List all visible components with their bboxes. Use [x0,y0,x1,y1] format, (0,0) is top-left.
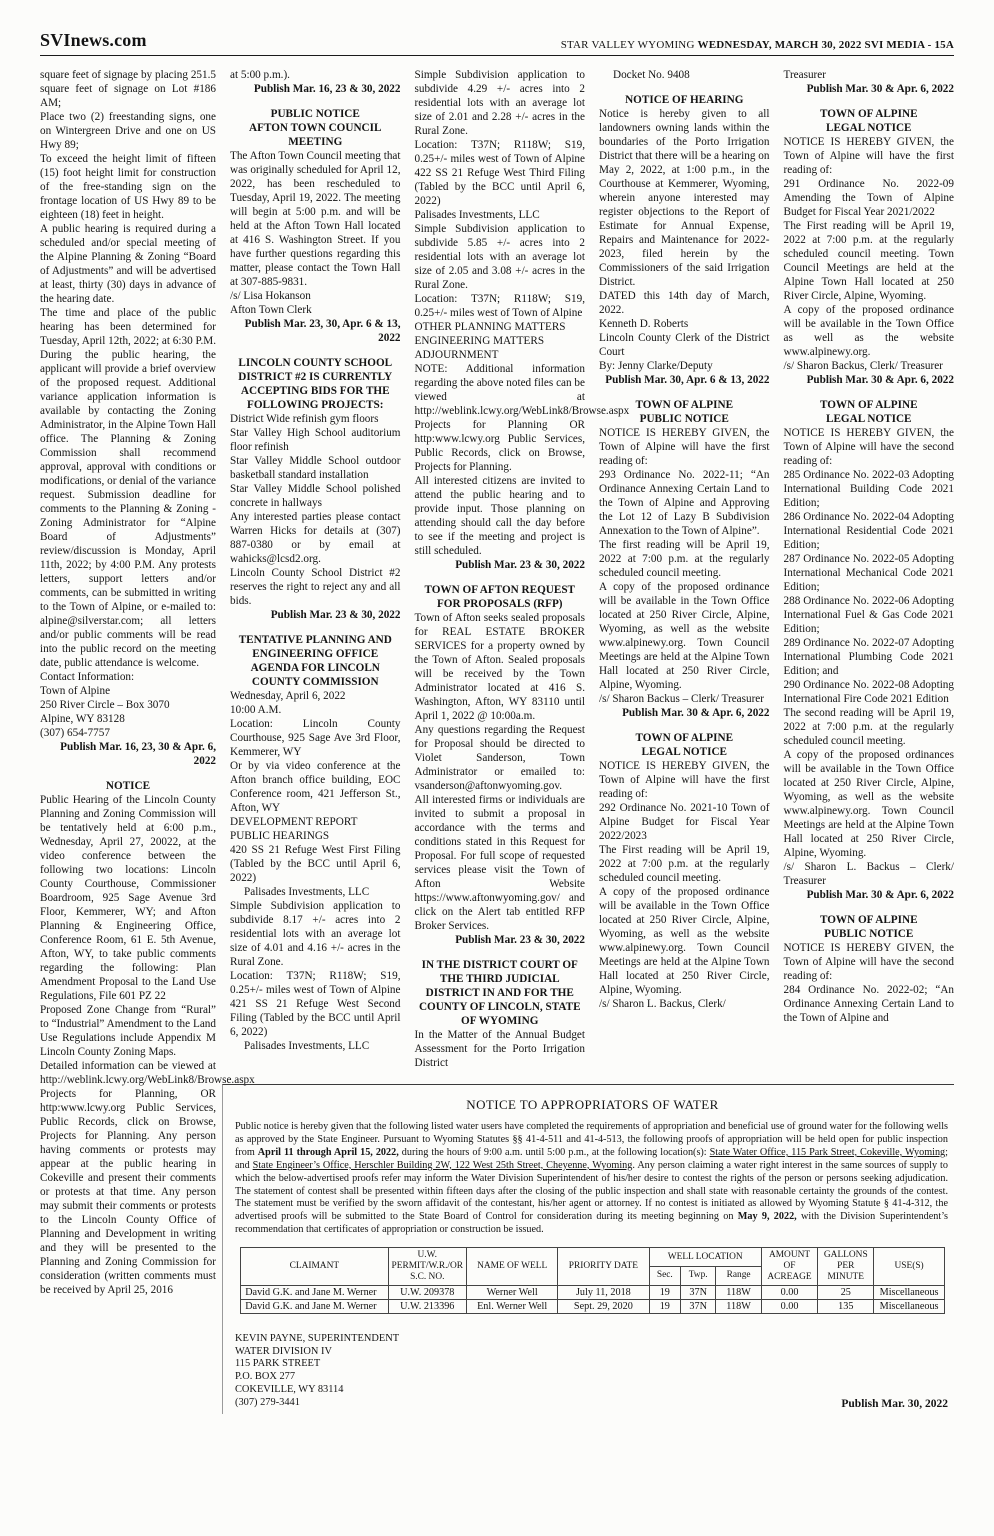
notice-line: 250 River Circle – Box 3070 [40,699,170,711]
notice-heading: TOWN OF ALPINE [819,108,918,120]
masthead [40,30,954,56]
water-appropriators-notice [222,1084,954,1414]
paragraph-segment: with the Division Superintendent’s recommendation that certificates of appropriation or construction be issued. [235,1211,949,1236]
notice-heading: IN THE DISTRICT COURT OF THE THIRD JUDICIAL DISTRICT IN AND FOR THE COUNTY OF LINCOLN, STATE OF WYOMING [418,959,581,1027]
publish-line: Publish Mar. 30 & Apr. 6, 2022 [806,83,954,95]
notice-paragraph: 284 Ordinance No. 2022-02; “An Ordinance Annexing Certain Land to the Town of Alpine and [783,984,954,1024]
notice-paragraph: 285 Ordinance No. 2022-03 Adopting International Building Code 2021 Edition; [783,469,954,509]
col-range: Range [716,1266,762,1285]
notice-line: Afton Town Clerk [230,304,312,316]
notice-paragraph: 292 Ordinance No. 2021-10 Town of Alpine Budget for Fiscal Year 2022/2023 [599,802,770,842]
right-region [230,68,954,1414]
col-amount-acreage: AMOUNT OF ACREAGE [761,1248,817,1285]
notice-line: Contact Information: [40,671,135,683]
col-gallons-per-minute: GALLONS PER MINUTE [818,1248,874,1285]
notice-line: OTHER PLANNING MATTERS [414,321,566,333]
col-well-location: WELL LOCATION [649,1248,761,1267]
notice-paragraph: /s/ Sharon L. Backus, Clerk/ [599,998,726,1010]
notice-paragraph: A copy of the proposed ordinance will be available in the Town Office located at 250 River Circle, Alpine, Wyoming, as well as the website www.alpinewy.org. Town Council Meetings are held at the Alpine Town Hall located at 250 River Circle, Alpine, Wyoming. [599,581,770,691]
notice-paragraph: Location: T37N; R118W; S19, 0.25+/- miles west of Town of Alpine [414,293,585,319]
notice-paragraph: Location: T37N; R118W; S19, 0.25+/- miles west of Town of Alpine 422 SS 21 Refuge West Third Filing (Tabled by the BCC until April 6, 2022) [414,139,585,207]
water-wells-table [240,1247,945,1313]
col-uses: USE(S) [874,1248,944,1285]
notice-heading: NOTICE [105,780,151,792]
notice-heading: LINCOLN COUNTY SCHOOL DISTRICT #2 IS CURRENTLY ACCEPTING BIDS FOR THE FOLLOWING PROJECTS: [238,357,393,411]
notice-line: DEVELOPMENT REPORT [230,816,358,828]
col-permit-number: U.W. PERMIT/W.R./OR S.C. NO. [388,1248,467,1285]
water-notice-paragraph [235,1121,948,1237]
notice-paragraph: Detailed information can be viewed at http://weblink.lcwy.org/WebLink8/Browse.aspx Projects for Planning, OR http:www.lcwy.org Public Services, Public Records, click on Browse, Projects for Planning. Any person having comments or protests may appear at the public hearing in Cokeville and present their comments or protests at that time. Any person may submit their comments or protests to the Lincoln County Office of Planning and Development in writing and they will be presented to the Planning and Zoning Commission for consideration (written comments must be received by April 25, 2016 [40,1060,255,1296]
legal-notices-content [40,68,954,1414]
contact-line: WATER DIVISION IV [235,1345,332,1357]
notice-paragraph: NOTICE IS HEREBY GIVEN, the Town of Alpine will have the second reading of: [783,427,954,467]
notice-heading: PUBLIC NOTICE [824,928,914,940]
notice-paragraph: Place two (2) freestanding signs, one on Wintergreen Drive and one on US Hwy 89; [40,111,216,151]
notice-paragraph: Location: T37N; R118W; S19, 0.25+/- miles west of Town of Alpine 421 SS 21 Refuge West Second Filing (Tabled by the BCC until April 6, 2022) [230,970,401,1038]
notice-paragraph: 420 SS 21 Refuge West First Filing (Tabled by the BCC until April 6, 2022) [230,844,401,884]
publish-line: Publish Mar. 23 & 30, 2022 [270,609,401,621]
well-table-cell: Werner Well [467,1285,558,1299]
well-table-row [241,1285,945,1299]
notice-line: Kenneth D. Roberts [599,318,689,330]
notice-heading: LEGAL NOTICE [641,746,727,758]
well-table-cell: Miscellaneous [874,1285,944,1299]
masthead-info [561,39,954,51]
notice-line: PUBLIC HEARINGS [230,830,330,842]
notice-paragraph: 290 Ordinance No. 2022-08 Adopting International Fire Code 2021 Edition [783,679,954,705]
col-well-name: NAME OF WELL [467,1248,558,1285]
paragraph-segment: State Engineer’s Office, Herschler Building 2W, 122 West 25th Street, Cheyenne, Wyoming [252,1159,633,1171]
notice-line: Palisades Investments, LLC [414,209,540,221]
publish-line: Publish Mar. 30 & Apr. 6, 2022 [622,707,770,719]
notice-paragraph: Public Hearing of the Lincoln County Planning and Zoning Commission will be tentatively held at 6:00 p.m., Wednesday, April 27, 20022, at the video conference between the following two locations: Lincoln County Courthouse, Commissioner Boardroom, 925 Sage Avenue 3rd Floor, Kemmerer, WY; and Afton Planning & Engineering Office, Conference Room, 61 E. 5th Avenue, Afton, WY, to take public comments regarding the following: Plan Amendment Proposal to the Land Use Regulations, File 601 PZ 22 [40,794,216,1002]
notice-heading: TENTATIVE PLANNING AND ENGINEERING OFFICE AGENDA FOR LINCOLN COUNTY COMMISSION [238,634,392,688]
contact-line: P.O. BOX 277 [235,1371,296,1383]
col-claimant: CLAIMANT [241,1248,388,1285]
notice-paragraph: Star Valley Middle School outdoor basketball standard installation [230,455,401,481]
notice-paragraph: The second reading will be April 19, 2022 at 7:00 p.m. at the regularly scheduled council meeting. [783,707,954,747]
notice-paragraph: A copy of the proposed ordinance will be available in the Town Office located at 250 River Circle, Alpine, Wyoming, as well as the website www.alpinewy.org. Town Council Meetings are held at the Alpine Town Hall located at 250 River Circle, Alpine, Wyoming. [599,886,770,996]
notice-paragraph: Star Valley High School auditorium floor refinish [230,427,401,453]
paragraph-segment: State Water Office, 115 Park Street, Cokeville, Wyoming [709,1146,946,1158]
well-table-cell: Miscellaneous [874,1299,944,1313]
notice-paragraph: Simple Subdivision application to subdivide 8.17 +/- acres into 2 residential lots with an average lot size of 4.01 and 4.16 +/- acres in the Rural Zone. [230,900,401,968]
notice-line: Docket No. 9408 [613,69,690,81]
publish-line: Publish Mar. 23 & 30, 2022 [455,559,585,571]
notice-paragraph: The First reading will be April 19, 2022 at 7:00 p.m. at the regularly scheduled council meeting. Town Council Meetings are held at the Alpine Town Hall located at 250 River Circle, Alpine, Wyoming. [783,220,954,302]
notice-paragraph: All interested citizens are invited to attend the public hearing and to provide input. Those planning on attending should call the day before to see if the meeting and project is still scheduled. [414,475,585,557]
notice-heading: NOTICE OF HEARING [625,94,744,106]
publish-line: Publish Mar. 30 & Apr. 6, 2022 [806,374,954,386]
notice-paragraph: In the Matter of the Annual Budget Assessment for the Porto Irrigation District [414,1029,585,1069]
notice-line: By: Jenny Clarke/Deputy [599,360,713,372]
publish-line: Publish Mar. 30, Apr. 6 & 13, 2022 [605,374,770,386]
well-table-cell: David G.K. and Jane M. Werner [241,1299,388,1313]
notice-paragraph: 288 Ordinance No. 2022-06 Adopting International Fuel & Gas Code 2021 Edition; [783,595,954,635]
notice-paragraph: /s/ Sharon Backus – Clerk/ Treasurer [599,693,764,705]
col-priority-date: PRIORITY DATE [558,1248,649,1285]
publish-line: Publish Mar. 30 & Apr. 6, 2022 [806,889,954,901]
publish-line: Publish Mar. 16, 23, 30 & Apr. 6, 2022 [60,741,216,767]
well-table-row [241,1299,945,1313]
notice-paragraph: A copy of the proposed ordinance will be available in the Town Office as well as the website www.alpinewy.org. [783,304,954,358]
notice-column-5 [784,68,955,1070]
notice-paragraph: Town of Afton seeks sealed proposals for REAL ESTATE BROKER SERVICES for a property owned by the Town of Afton. Sealed proposals will be received by the Town Administrator located at 416 S. Washington, Afton, WY 83110 until April 1, 2022 @ 10:00a.m. [414,612,585,722]
publish-line: Publish Mar. 30, 2022 [841,1397,948,1410]
notice-paragraph: NOTICE IS HEREBY GIVEN, the Town of Alpine will have the first reading of: [783,136,954,176]
notice-line: /s/ Lisa Hokanson [230,290,311,302]
well-table-cell: 0.00 [761,1299,817,1313]
notice-line: Treasurer [783,69,826,81]
well-table-cell: Sept. 29, 2020 [558,1299,649,1313]
col-township: Twp. [681,1266,716,1285]
notice-paragraph: Any interested parties please contact Warren Hicks for details at (307) 887-0380 or by email at wahicks@lcsd2.org. [230,511,401,565]
water-notice-title: NOTICE TO APPROPRIATORS OF WATER [466,1097,719,1112]
notice-heading: LEGAL NOTICE [826,122,912,134]
notice-line: Palisades Investments, LLC [244,886,370,898]
water-wells-table-header [241,1248,945,1285]
contact-line: 115 PARK STREET [235,1358,321,1370]
notice-column-2 [230,68,401,1070]
well-table-cell: 37N [681,1285,716,1299]
well-table-cell: David G.K. and Jane M. Werner [241,1285,388,1299]
notice-paragraph: The first reading will be April 19, 2022 at 7:00 p.m. at the regularly scheduled council meeting. [599,539,770,579]
notice-heading: PUBLIC NOTICE [270,108,360,120]
col-section: Sec. [649,1266,681,1285]
well-table-cell: U.W. 209378 [388,1285,467,1299]
notice-heading: TOWN OF ALPINE [635,732,734,744]
notice-paragraph: 287 Ordinance No. 2022-05 Adopting International Mechanical Code 2021 Edition; [783,553,954,593]
well-table-cell: Enl. Werner Well [467,1299,558,1313]
notice-heading: AFTON TOWN COUNCIL MEETING [249,122,382,148]
notice-heading: TOWN OF AFTON REQUEST FOR PROPOSALS (RFP) [424,584,576,610]
well-table-cell: 19 [649,1299,681,1313]
well-table-cell: 118W [716,1299,762,1313]
notice-paragraph: /s/ Sharon Backus, Clerk/ Treasurer [783,360,943,372]
well-table-cell: 19 [649,1285,681,1299]
publish-line: Publish Mar. 16, 23 & 30, 2022 [253,83,401,95]
well-table-cell: 0.00 [761,1285,817,1299]
masthead-page-number: SVI MEDIA - 15A [864,39,954,51]
notice-paragraph: NOTICE IS HEREBY GIVEN, the Town of Alpine will have the first reading of: [599,427,770,467]
notice-heading: PUBLIC NOTICE [639,413,729,425]
publish-line: Publish Mar. 23, 30, Apr. 6 & 13, 2022 [244,318,401,344]
notice-paragraph: All interested firms or individuals are invited to submit a proposal in accordance with the terms and conditions stated in this Request for Proposal. For full scope of requested services please visit the Town of Afton Website https://www.aftonwyoming.gov/ and click on the Alert tab entitled RFP Broker Services. [414,794,585,932]
contact-line: (307) 279-3441 [235,1396,300,1408]
site-brand: SVInews.com [40,30,147,50]
masthead-region: STAR VALLEY WYOMING [560,39,695,51]
notice-paragraph: 289 Ordinance No. 2022-07 Adopting International Plumbing Code 2021 Edition; and [783,637,954,677]
notice-paragraph: NOTICE IS HEREBY GIVEN, the Town of Alpine will have the first reading of: [599,760,770,800]
notice-heading: TOWN OF ALPINE [819,399,918,411]
notice-paragraph: A copy of the proposed ordinances will be available in the Town Office located at 250 River Circle, Alpine, Wyoming, as well as the website www.alpinewy.org. Town Council Meetings are held at the Alpine Town Hall located at 250 River Circle, Alpine, Wyoming. [783,749,954,859]
notice-paragraph: NOTICE IS HEREBY GIVEN, the Town of Alpine will have the second reading of: [783,942,954,982]
notice-heading: TOWN OF ALPINE [819,914,918,926]
notice-line: (307) 654-7757 [40,727,110,739]
notice-paragraph: at 5:00 p.m.). [230,69,290,81]
notice-line: Town of Alpine [40,685,111,697]
notice-paragraph: Notice is hereby given to all landowners owning lands within the boundaries of the Porto Irrigation District that there will be a hearing on May 2, 2022, at 1:00 p.m., in the Courthouse at Kemmerer, Wyoming, wherein anyone interested may register objections to the Report of Estimate for Annual Expense, Repairs and Maintenance for 2022-2023, filed herein by the Commissioners of the said Irrigation District. [599,108,770,288]
notice-column-4 [599,68,770,1070]
notice-paragraph: 293 Ordinance No. 2022-11; “An Ordinance Annexing Certain Land to the Town of Alpine and Approving the Lot 12 of Lazy B Subdivision Annexation to the Town of Alpine”. [599,469,770,537]
notice-paragraph: square feet of signage by placing 251.5 square feet of signage on Lot #186 AM; [40,69,216,109]
notice-paragraph: District Wide refinish gym floors [230,413,379,425]
notice-paragraph: Simple Subdivision application to subdivide 5.85 +/- acres into 2 residential lots with an average lot size of 2.05 and 3.08 +/- acres in the Rural Zone. [414,223,585,291]
well-table-cell: 135 [818,1299,874,1313]
notice-paragraph: Simple Subdivision application to subdivide 4.29 +/- acres into 2 residential lots with an average lot size of 2.01 and 2.28 +/- acres in the Rural Zone. [414,69,585,137]
well-table-cell: 37N [681,1299,716,1313]
superintendent-contact [235,1333,399,1410]
paragraph-segment: Public notice is hereby given that the following listed water users have completed the requirements of appropriation and beneficial use of ground water for the following wells as approved by the State Engineer. Pursuant to Wyoming Statutes §§ 41-4-511 and 41-4-513, the following proofs of appropriation will be held open for public inspection from [235,1121,948,1158]
notice-paragraph: NOTE: Additional information regarding the above noted files can be viewed at http://weblink.lcwy.org/WebLink8/Browse.aspx Projects for Planning OR http:www.lcwy.org Public Services, Public Records, click on Browse, Projects for Planning. [414,363,630,473]
notice-paragraph: 291 Ordinance No. 2022-09 Amending the Town of Alpine Budget for Fiscal Year 2021/2022 [783,178,954,218]
notice-paragraph: The First reading will be April 19, 2022 at 7:00 p.m. at the regularly scheduled council meeting. [599,844,770,884]
notice-paragraph: Lincoln County School District #2 reserves the right to reject any and all bids. [230,567,401,607]
notice-paragraph: 286 Ordinance No. 2022-04 Adopting International Residential Code 2021 Edition; [783,511,954,551]
notice-line: ADJOURNMENT [414,349,499,361]
notice-columns [230,68,954,1070]
notice-paragraph: The time and place of the public hearing has been determined for Tuesday, April 12th, 2022; at 6:30 P.M. During the public hearing, the applicant will provide a brief overview of the proposed request. Additional variance application information is available by contacting the Zoning Administrator, in the Alpine Town Hall office. The Planning & Zoning Commission shall recommend approval, approval with conditions or modifications, or denial of the variance request. Submission deadline for comments to the Planning & Zoning - Zoning Administrator for “Alpine Board of Adjustments” review/discussion is Monday, April 11th, 2022; by 4:00 P.M. Any protests letters, support letters and/or comments, can be submitted in writing to the Town of Alpine, or e-mailed to: alpine@silverstar.com; all letters and/or public comments will be read into the public record on the meeting date, public attendance is welcome. [40,307,217,669]
contact-line: KEVIN PAYNE, SUPERINTENDENT [235,1332,400,1344]
notice-column-3 [414,68,630,1070]
notice-paragraph: A public hearing is required during a scheduled and/or special meeting of the Alpine Planning & Zoning “Board of Adjustments” and will be advertised at least, thirty (30) days in advance of the hearing date. [40,223,216,305]
notice-paragraph: Or by via video conference at the Afton branch office building, EOC Conference room, 421 Jefferson St., Afton, WY [230,760,401,814]
notice-column-1 [40,68,255,1414]
notice-paragraph: The Afton Town Council meeting that was originally scheduled for April 12, 2022, has been rescheduled to Tuesday, April 19, 2022. The meeting will begin at 5:00 p.m. and will be held at the Afton Town Hall located at 416 S. Washington Street. If you have further questions regarding this matter, please contact the Town Hall at 307-885-9831. [230,150,401,288]
paragraph-segment: during the hours of 9:00 a.m. until 5:00 p.m., at the following location(s): [398,1146,710,1158]
well-table-cell: 25 [818,1285,874,1299]
well-table-cell: July 11, 2018 [558,1285,649,1299]
paragraph-segment: ; and [235,1146,948,1171]
notice-line: Palisades Investments, LLC [244,1040,370,1052]
notice-paragraph: Proposed Zone Change from “Rural” to “Industrial” Amendment to the Land Use Regulations include Appendix M Lincoln County Zoning Maps. [40,1004,216,1058]
paragraph-segment: April 11 through April 15, 2022, [257,1146,399,1158]
notice-line: Alpine, WY 83128 [40,713,125,725]
notice-paragraph: To exceed the height limit of fifteen (15) foot height limit for construction of the free-standing sign on the frontage location of US Hwy 89 to be eighteen (18) feet in height. [40,153,216,221]
well-table-cell: 118W [716,1285,762,1299]
notice-line: ENGINEERING MATTERS [414,335,545,347]
paragraph-segment: May 9, 2022, [737,1211,797,1223]
paragraph-segment: . Any person claiming a water right interest in the same sources of supply to which the below-advertised proofs refer may inform the Water Division Superintendent of his/her desire to contest the rights of the person or persons seeking adjudication. The statement of contest shall be presented within fifteen days after the closing of the public inspection and shall state with reasonable certainty the grounds of the contest. The statement must be verified by the sworn affidavit of the contestant, his/her agent or attorney. If no contest is initiated as allowed by Wyoming Statute § 41-4-312, the advertised proofs will be submitted to the State Board of Control for consideration during its meeting beginning on [235,1159,948,1223]
contact-line: COKEVILLE, WY 83114 [235,1383,344,1395]
notice-paragraph: /s/ Sharon L. Backus – Clerk/ Treasurer [783,861,954,887]
notice-line: 10:00 A.M. [230,704,282,716]
notice-paragraph: Any questions regarding the Request for Proposal should be directed to Violet Sanderson, Town Administrator or emailed to: vsanderson@aftonwyoming.gov. [414,724,585,792]
notice-paragraph: Location: Lincoln County Courthouse, 925 Sage Ave 3rd Floor, Kemmerer, WY [230,718,401,758]
notice-paragraph: Star Valley Middle School polished concrete in hallways [230,483,401,509]
water-notice-footer [233,1318,952,1414]
notice-line: Wednesday, April 6, 2022 [230,690,346,702]
masthead-date: WEDNESDAY, MARCH 30, 2022 [697,39,862,51]
notice-heading: LEGAL NOTICE [826,413,912,425]
notice-paragraph: Lincoln County Clerk of the District Court [599,332,770,358]
notice-paragraph: DATED this 14th day of March, 2022. [599,290,770,316]
well-table-cell: U.W. 213396 [388,1299,467,1313]
notice-heading: TOWN OF ALPINE [635,399,734,411]
water-wells-table-body [241,1285,945,1313]
publish-line: Publish Mar. 23 & 30, 2022 [455,934,585,946]
